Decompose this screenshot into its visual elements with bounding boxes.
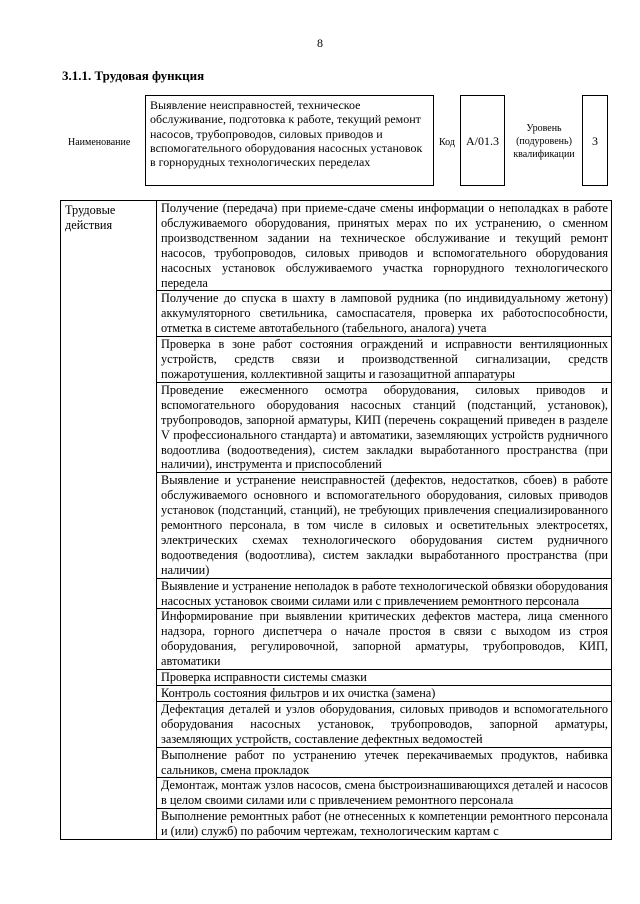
list-item: Получение до спуска в шахту в ламповой рудника (по индивидуальному жетону) аккумуляторного светильника, самоспасателя, проверка их работоспособности, отметка в системе автотабельного (табельного, аналога) учета [157, 291, 612, 337]
list-item: Проведение ежесменного осмотра оборудования, силовых приводов и вспомогательного оборудования насосных станций (подстанций, установок), трубопроводов, запорной арматуры, КИП (перечень сокращений приведен в разделе V профессионального стандарта) и автоматики, заземляющих устройств рудничного водоотлива (водоотведения), систем закладки выработанного пространства (при наличии), инструмента и приспособлений [157, 382, 612, 472]
list-item: Выявление и устранение неполадок в работе технологической обвязки оборудования насосных установок своими силами или с привлечением ремонтного персонала [157, 578, 612, 609]
list-item: Проверка в зоне работ состояния ограждений и исправности вентиляционных устройств, средств связи и производственной сигнализации, средств пожаротушения, коллективной защиты и газозащитной аппаратуры [157, 337, 612, 383]
list-item: Контроль состояния фильтров и их очистка (замена) [157, 686, 612, 702]
table-row [61, 201, 612, 291]
list-item: Получение (передача) при приеме-сдаче смены информации о неполадках в работе обслуживаемого оборудования, принятых мерах по их устранению, о сменном производственном задании на техническое обслуживание и текущий ремонт насосов, трубопроводов, силовых приводов и вспомогательного оборудования насосных установок обслуживаемого участка горнорудного технологического передела [157, 201, 612, 291]
list-item: Дефектация деталей и узлов оборудования, силовых приводов и вспомогательного оборудования насосных установок, трубопроводов, запорной арматуры, заземляющих устройств, составление дефектных ведомостей [157, 701, 612, 747]
labor-actions-table [60, 200, 612, 840]
labor-actions-label: Трудовые действия [61, 201, 157, 840]
list-item: Демонтаж, монтаж узлов насосов, смена быстроизнашивающихся деталей и насосов в целом своими силами или с привлечением ремонтного персонала [157, 778, 612, 809]
list-item: Выявление и устранение неисправностей (дефектов, недостатков, сбоев) в работе обслуживаемого основного и вспомогательного оборудования, силовых приводов установок (подстанций, станций), не требующих привлечения специализированного ремонтного персонала, в том числе в силовых и осветительных электросетях, электрических схемах технологического оборудования систем рудничного водоотведения (водоотлива), систем закладки выработанного пространства (при наличии) [157, 473, 612, 578]
code-value: A/01.3 [460, 95, 505, 186]
level-label: Уровень (подуровень) квалификации [513, 123, 575, 160]
level-value: 3 [582, 95, 608, 186]
list-item: Выполнение работ по устранению утечек перекачиваемых продуктов, набивка сальников, смена прокладок [157, 747, 612, 778]
list-item: Выполнение ремонтных работ (не отнесенных к компетенции ремонтного персонала и (или) служб) по рабочим чертежам, технологическим картам с [157, 809, 612, 840]
name-value: Выявление неисправностей, техническое обслуживание, подготовка к работе, текущий ремонт насосов, трубопроводов, силовых приводов и вспомогательного оборудования насосных установок в горнорудных технологических переделах [145, 95, 434, 186]
page-bottom-edge [0, 898, 640, 904]
page-number: 8 [317, 36, 323, 50]
section-title: 3.1.1. Трудовая функция [62, 68, 205, 83]
list-item: Информирование при выявлении критических дефектов мастера, лица сменного надзора, горного диспетчера о начале простоя в связи с выходом из строя оборудования, регулировочной, запорной арматуры, трубопроводов, КИП, автоматики [157, 609, 612, 670]
name-label: Наименование [68, 137, 131, 148]
list-item: Проверка исправности системы смазки [157, 670, 612, 686]
code-label: Код [439, 137, 455, 148]
